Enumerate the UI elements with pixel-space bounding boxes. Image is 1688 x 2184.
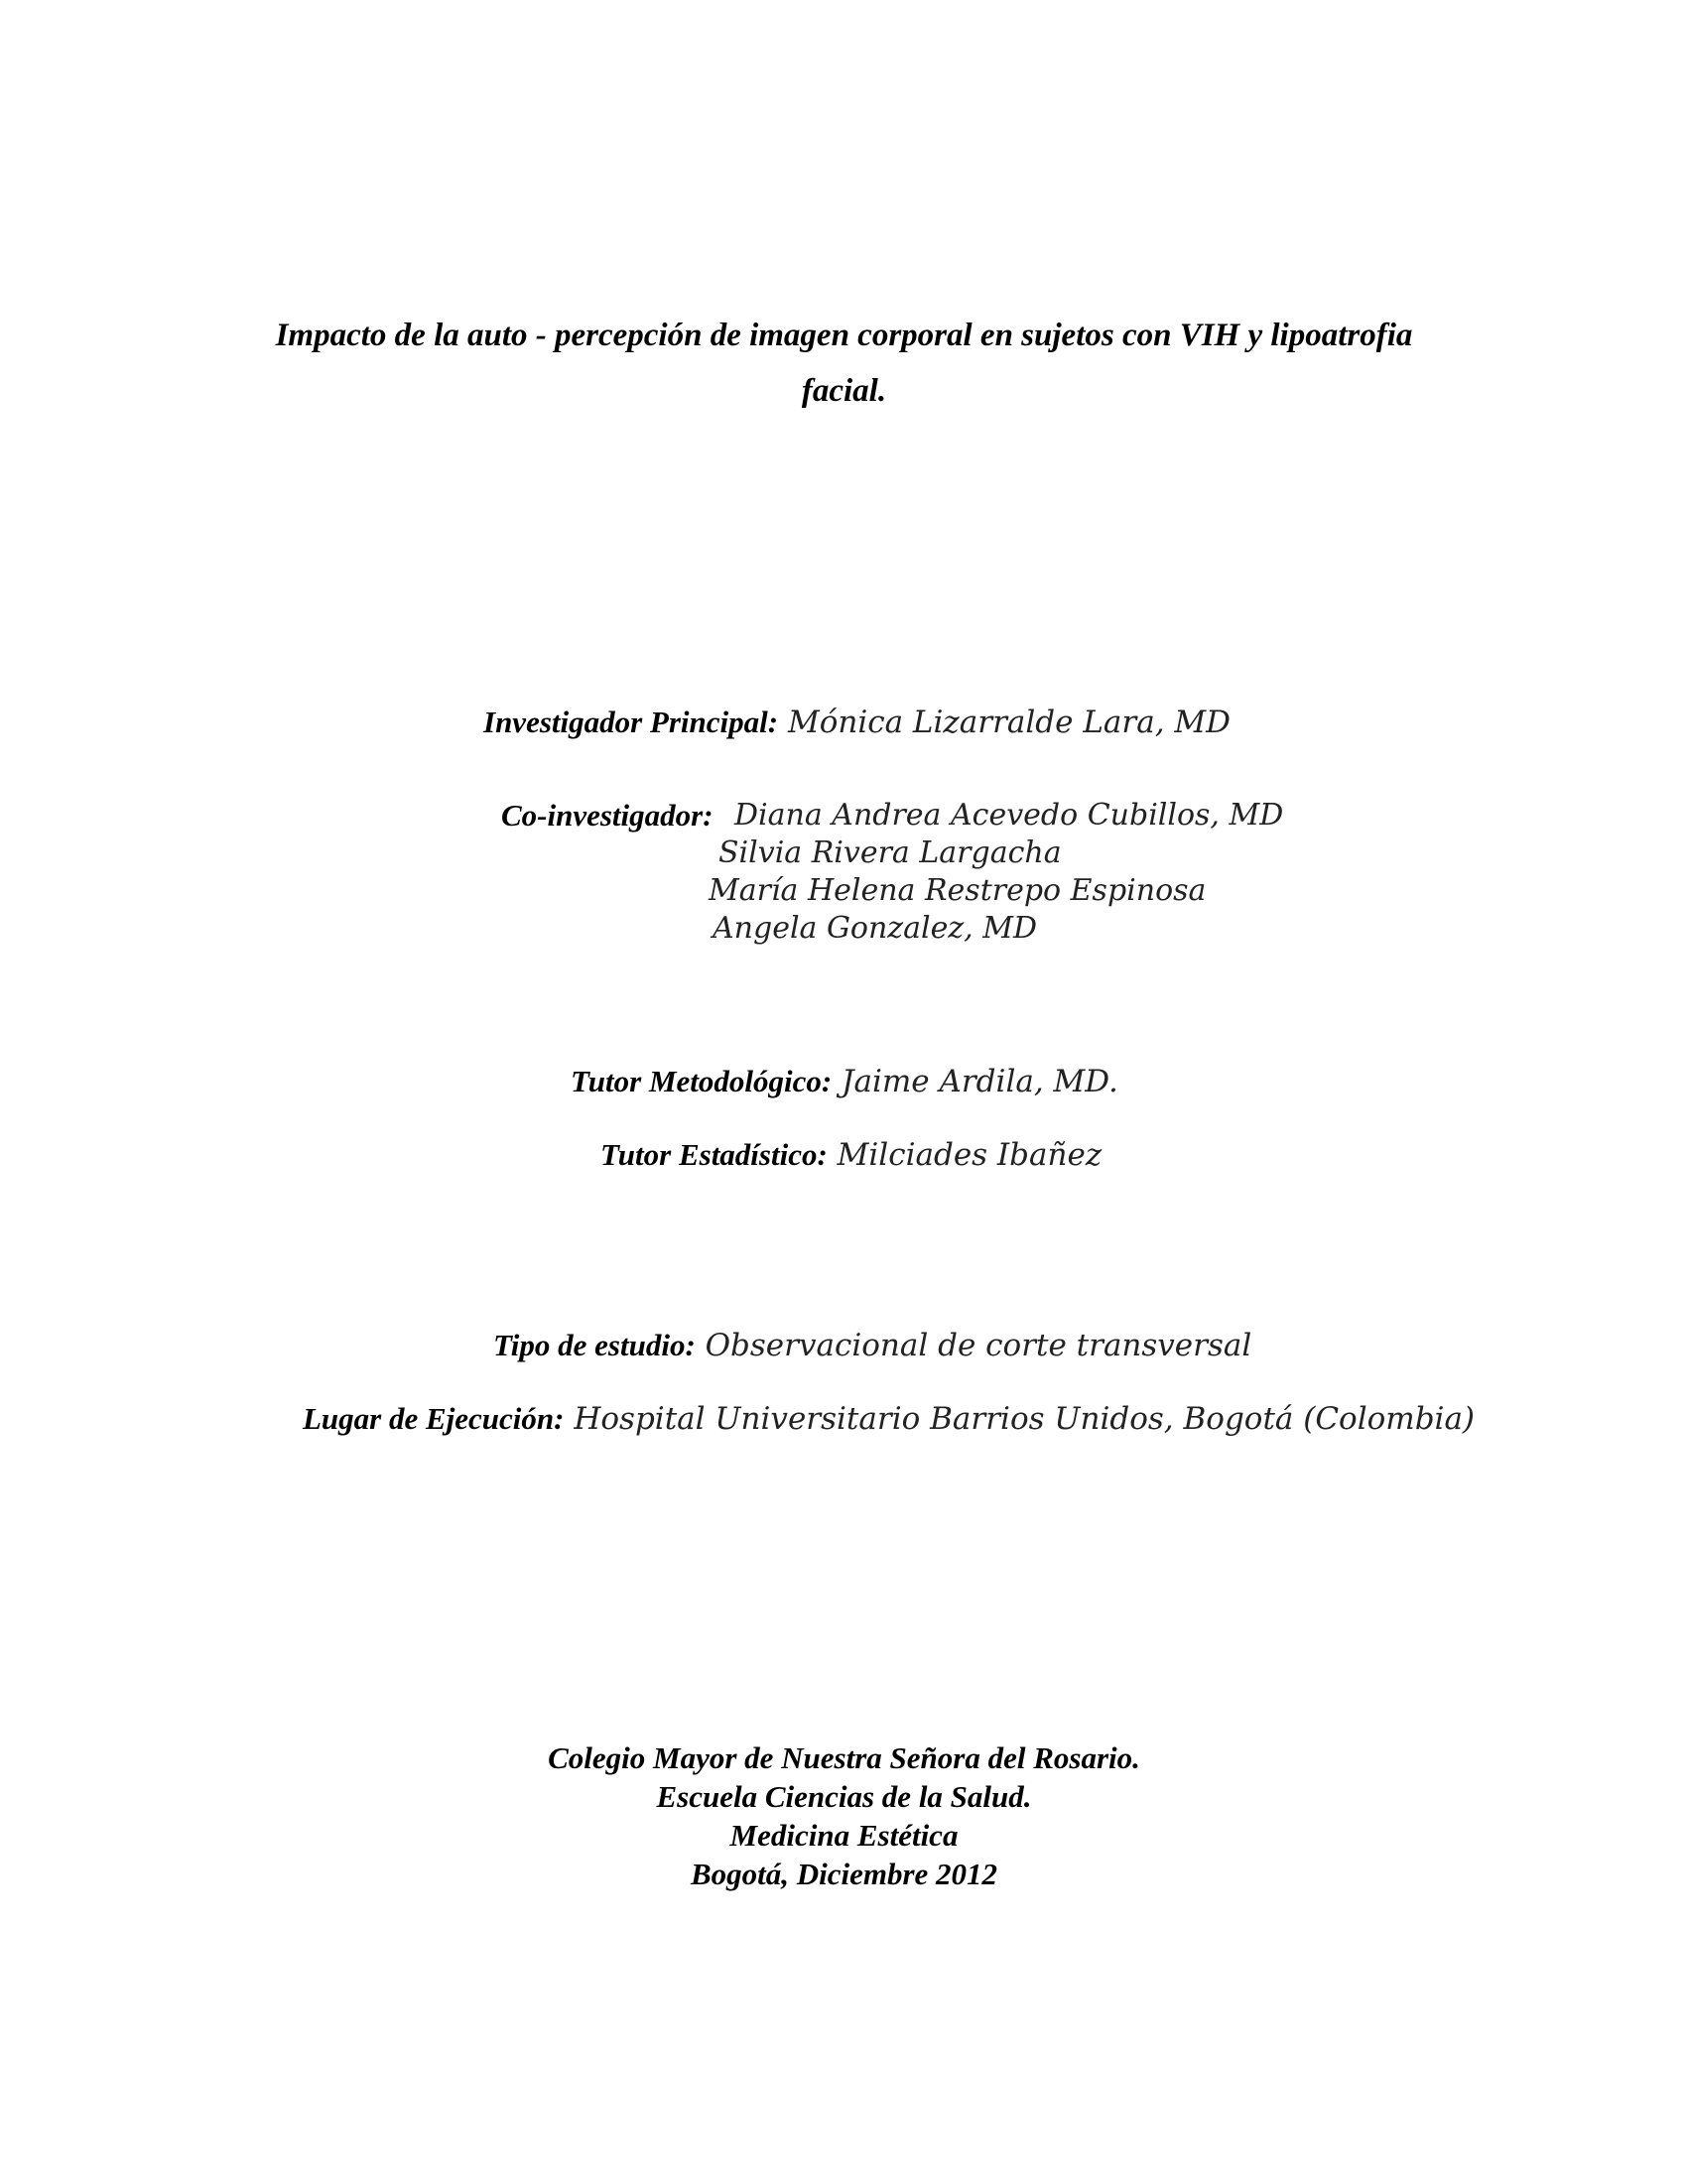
- tipo-estudio-value: Observacional de corte transversal: [695, 1328, 1252, 1363]
- co-investigador-label: Co-investigador:: [501, 798, 714, 833]
- tutor-estadistico-label: Tutor Estadístico:: [600, 1137, 828, 1172]
- footer-program: Medicina Estética: [729, 1818, 959, 1853]
- investigador-principal-name: Mónica Lizarralde Lara, MD: [778, 705, 1231, 740]
- lugar-ejecucion-line: [303, 1401, 1475, 1437]
- tutor-metodologico-name: Jaime Ardila, MD.: [832, 1064, 1118, 1099]
- title-line-2: facial.: [801, 373, 887, 409]
- footer-institution: Colegio Mayor de Nuestra Señora del Rosario.: [548, 1740, 1140, 1775]
- investigador-principal-label: Investigador Principal:: [483, 705, 779, 739]
- tutor-estadistico-name: Milciades Ibañez: [827, 1137, 1103, 1173]
- document-title: [149, 308, 1539, 419]
- tipo-estudio-line: [493, 1328, 1251, 1363]
- lugar-ejecucion-label: Lugar de Ejecución:: [303, 1401, 565, 1436]
- tutor-estadistico-line: [600, 1137, 1102, 1173]
- tutor-metodologico-line: [571, 1064, 1118, 1099]
- title-line-1: Impacto de la auto - percepción de imagen corporal en sujetos con VIH y lipoatrofia: [275, 318, 1413, 353]
- lugar-ejecucion-value: Hospital Universitario Barrios Unidos, Bogotá (Colombia): [564, 1401, 1476, 1437]
- co-investigador-name: Angela Gonzalez, MD: [713, 911, 1037, 946]
- tipo-estudio-label: Tipo de estudio:: [493, 1328, 696, 1362]
- investigador-principal-line: [483, 705, 1231, 740]
- co-investigador-name: María Helena Restrepo Espinosa: [709, 873, 1207, 908]
- tutor-metodologico-label: Tutor Metodológico:: [571, 1064, 833, 1098]
- institution-footer: [149, 1738, 1539, 1893]
- footer-date: Bogotá, Diciembre 2012: [690, 1857, 998, 1891]
- co-investigador-name: Silvia Rivera Largacha: [718, 835, 1062, 870]
- co-investigador-name: Diana Andrea Acevedo Cubillos, MD: [734, 798, 1284, 833]
- footer-school: Escuela Ciencias de la Salud.: [656, 1779, 1032, 1814]
